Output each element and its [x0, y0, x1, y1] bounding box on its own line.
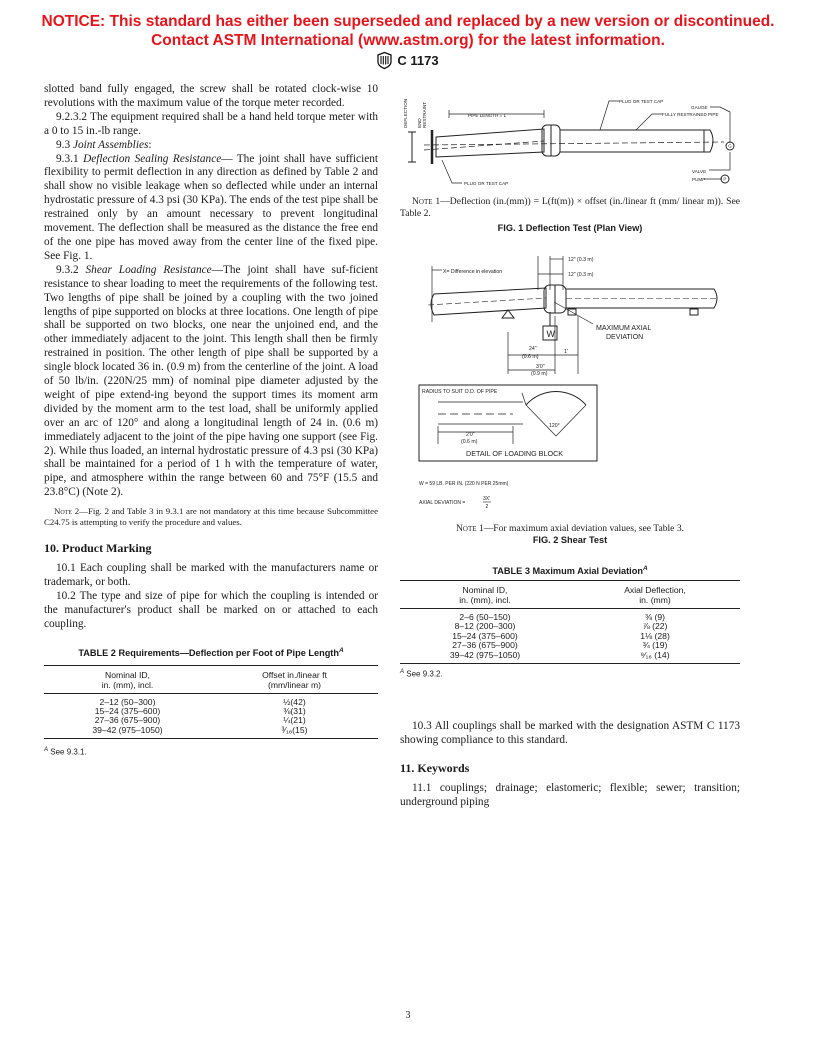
note-text: 2—Fig. 2 and Table 3 in 9.3.1 are not mandatory at this time because Subcommittee C24.75 is attempting to verify the procedure and values.: [44, 506, 378, 528]
fixed-pipe: [560, 130, 713, 152]
paragraph-11-1: 11.1 couplings; drainage; elastomeric; flexible; sewer; transition; underground piping: [400, 781, 740, 808]
table-cell: 27–36 (675–900): [452, 640, 518, 651]
center-line: [428, 298, 546, 305]
section-title: Joint Assemblies: [72, 138, 149, 151]
table-3-title: [400, 565, 740, 576]
section-text: — The joint shall have sufficient flexibility to permit deflection in any direction as defined by Table 2 and shall show no visible leakage when so deflected while under an internal hydrostatic pressure of 4.3 psi (30 KPa). The ends of the test pipe shall be restrained only by an amount necessary to prevent longitudinal movement. The deflection shall be measured as the distance the free end of the one pipe has moved away from the center line of the fixed pipe. See Fig. 1.: [44, 152, 379, 262]
label-detail: DETAIL OF LOADING BLOCK: [466, 449, 564, 458]
label-w-equation: W = 59 LB. PER IN. (220 N PER 25mm): [419, 481, 509, 487]
notice-line-1: NOTICE: This standard has either been superseded and replaced by a new version or discontinued.: [41, 13, 775, 30]
table-cell: ¼(21): [283, 715, 306, 726]
paragraph-continuation: slotted band fully engaged, the screw shall be rotated clock-wise 10 revolutions with the maximum value of the torque meter recorded.: [44, 83, 378, 109]
paragraph-10-3: 10.3 All couplings shall be marked with the designation ASTM C 1173 showing compliance to this standard.: [400, 720, 740, 746]
paragraph-9-2-3-2: 9.2.3.2 The equipment required shall be a hand held torque meter with a 0 to 15 in.-lb range.: [44, 110, 378, 137]
table-cell: 2–12 (50–300): [99, 696, 156, 707]
table-2-footnote: [44, 744, 378, 760]
table-cell: 8–12 (200–300): [454, 621, 516, 632]
label-max-axial-1: MAXIMUM AXIAL: [596, 325, 652, 332]
note-2: [44, 506, 378, 528]
table-cell: 15–24 (375–600): [94, 706, 161, 716]
right-column-text: [400, 720, 740, 810]
label-p: P: [723, 176, 727, 182]
table-cell: 39–42 (975–1050): [44, 726, 211, 739]
arc-radius: [556, 405, 586, 436]
table-title-sup: A: [642, 565, 648, 572]
label-restraint: RESTRAINT: [422, 101, 427, 128]
figure-1-caption: FIG. 1 Deflection Test (Plan View): [497, 223, 643, 233]
label-g: G: [728, 143, 732, 149]
paragraph-10-1: 10.1 Each coupling shall be marked with the manufacturers name or trademark, or both.: [44, 562, 378, 588]
label-max-axial-2: DEVIATION: [606, 334, 644, 341]
table-cell: ½(42): [283, 696, 306, 707]
table-cell: 39–42 (975–1050): [400, 651, 570, 664]
table-cell: ³⁄₁₆(15): [211, 726, 378, 739]
table-title-text: TABLE 3 Maximum Axial Deviation: [492, 566, 643, 577]
label-120-deg: 120°: [549, 423, 560, 429]
table-cell: ⅜ (9): [644, 612, 666, 623]
footnote-sup: A: [44, 747, 49, 754]
column-header-axial-deflection: Axial Deflection, in. (mm): [570, 581, 740, 609]
table-2-title: [44, 644, 378, 661]
arc-radius: [526, 405, 556, 436]
notice-banner: [0, 12, 816, 50]
support-block: [690, 309, 698, 315]
table-row: [44, 726, 378, 739]
center-line: [424, 142, 724, 145]
footnote-text: See 9.3.2.: [404, 669, 443, 679]
paragraph-9-3-1: [44, 153, 378, 264]
figure-2-note: [400, 523, 740, 535]
deflected-center-line: [424, 141, 544, 150]
note-text: 1—For maximum axial deviation values, see Table 3.: [476, 523, 685, 534]
table-cell: 1⅛ (28): [640, 630, 670, 641]
column-header-nominal-id: Nominal ID, in. (mm), incl.: [44, 665, 211, 693]
figure-1-deflection-test: [404, 88, 744, 190]
section-colon: :: [148, 138, 152, 151]
table-2-grid: [44, 665, 378, 740]
note-label: Note: [54, 506, 73, 517]
label-axial-equation: AXIAL DEVIATION =: [419, 500, 466, 506]
label-pipe-length: PIPE LENGTH = L: [468, 113, 507, 118]
paragraph-10-2: 10.2 The type and size of pipe for which the coupling is intended or the manufacturer's product shall be marked on or attached to each coupling.: [44, 589, 378, 630]
label-valve: VALVE: [692, 169, 707, 174]
figure-2-caption: FIG. 2 Shear Test: [532, 535, 608, 545]
table-title-sup: A: [338, 646, 344, 654]
label-dim-1ft: 1': [564, 349, 568, 355]
label-dim-12-lower: 12" (0.3 m): [568, 272, 594, 278]
figure-1-note: [400, 196, 740, 219]
label-frac-num: 3X': [483, 496, 491, 502]
figure-2-shear-test: [418, 252, 724, 514]
table-row: [400, 622, 740, 631]
plug-top-leader: [600, 101, 619, 130]
section-title: Deflection Sealing Resistance: [83, 152, 222, 165]
footnote-sup: A: [400, 669, 405, 676]
label-frac-den: 2: [485, 504, 489, 510]
table-row: [44, 693, 378, 707]
page-number: 3: [405, 1010, 411, 1021]
label-dim-30-b: (0.9 m): [531, 371, 548, 377]
label-plug-bottom: PLUG OR TEST CAP: [464, 181, 509, 186]
label-gauge: GAUGE: [691, 105, 708, 110]
table-cell: ⅜(31): [283, 706, 306, 716]
notice-line-2: Contact ASTM International (www.astm.org) for the latest information.: [151, 32, 665, 49]
support-block: [502, 310, 514, 318]
table-3: [400, 565, 740, 679]
label-dim-24-b: (0.6 m): [522, 354, 539, 360]
astm-logo-icon: [377, 52, 392, 69]
label-dim-30-a: 3'0": [536, 364, 545, 370]
deflected-pipe: [436, 129, 544, 157]
table-title-text: TABLE 2 Requirements—Deflection per Foot of Pipe Length: [78, 647, 339, 658]
table-3-footnote: [400, 669, 740, 679]
label-radius: RADIUS TO SUIT O.D. OF PIPE: [422, 389, 498, 395]
plug-bottom-leader: [442, 160, 462, 183]
paragraph-9-3-2: [44, 264, 378, 500]
table-cell: 27–36 (675–900): [94, 715, 161, 726]
fully-restrained-leader: [636, 114, 662, 130]
designation: C 1173: [397, 53, 439, 69]
label-dim-12-upper: 12" (0.3 m): [568, 257, 594, 263]
section-number: 9.3.2: [56, 263, 86, 276]
table-cell: ⅞ (22): [642, 621, 668, 632]
section-text: —The joint shall have suf-ficient resistance to shear loading to meet the requirements of the following test. Two lengths of pipe shall be joined by a coupling with the two joined lengths of pipe supported on blocks at three locations. One length of pipe shall be supported on two blocks, one near the unjoined end, and the other immediately adjacent to the joint. This length shall then be firmly restrained in position. The other length of pipe shall be supported by a single block located 36 in. (0.9 m) from the centerline of the joint. A load of 50 lb/in. (220N/25 mm) of nominal pipe diameter adjusted by the weight of pipe extend-ing beyond the support times its moment arm divided by the moment arm to the test load, shall be uniformly applied over an arc of 120° and along a longitudinal length of 24 in. (0.6 m) immediately adjacent to the joint of the pipe having one support (see Fig. 2). While thus loaded, an internal hydrostatic pressure of 4.3 psi (30 KPa) shall be maintained for a period of 1 h with the temperature of water, pipe, and atmosphere within the range between 60 and 75°F (15.5 and 23.8°C) (Note 2).: [44, 263, 378, 499]
note-label: Note: [412, 196, 433, 207]
column-header-offset: Offset in./linear ft (mm/linear m): [211, 665, 378, 693]
label-dim-20-a: 2'0": [466, 432, 475, 438]
label-end: END: [417, 118, 422, 128]
table-cell: 2–6 (50–150): [459, 612, 511, 623]
table-row: [400, 609, 740, 623]
left-column: [44, 83, 378, 760]
table-cell: ⁹⁄₁₆ (14): [570, 651, 740, 664]
table-cell: 15–24 (375–600): [452, 630, 518, 641]
table-2: [44, 644, 378, 760]
footnote-text: See 9.3.1.: [48, 747, 87, 757]
note-label: Note: [455, 523, 477, 534]
column-header-nominal-id: Nominal ID, in. (mm), incl.: [400, 581, 570, 609]
label-x-difference: X= Difference in elevation: [443, 269, 503, 275]
table-row: [400, 651, 740, 664]
heading-product-marking: 10. Product Marking: [44, 541, 152, 556]
radius-leader: [522, 393, 526, 405]
label-w: W: [546, 329, 555, 339]
heading-keywords: 11. Keywords: [400, 760, 470, 775]
table-3-grid: [400, 580, 740, 664]
label-deflection: DEFLECTION: [403, 98, 408, 128]
table-row: [400, 632, 740, 641]
section-title: Shear Loading Resistance: [85, 263, 212, 276]
valve-leader: [709, 152, 730, 170]
section-number: 9.3.1: [56, 152, 84, 165]
table-cell: ¾ (19): [642, 640, 668, 651]
paragraph-9-3: [44, 139, 378, 153]
shear-pipe-left: [431, 288, 546, 315]
label-dim-20-b: (0.6 m): [461, 439, 478, 445]
block-arc: [526, 391, 586, 405]
label-dim-24-a: 24": [529, 346, 537, 352]
label-pump: PUMP: [692, 177, 706, 182]
page-header: [0, 52, 816, 69]
note-text: 1—Deflection (in.(mm)) = L(ft(m)) × offset (in./linear ft (mm/ linear m)). See Table 2.: [400, 196, 740, 219]
section-number: 9.3: [56, 138, 73, 151]
label-plug-top: PLUG OR TEST CAP: [619, 99, 664, 104]
label-fully-restrained: FULLY RESTRAINED PIPE: [662, 112, 719, 117]
